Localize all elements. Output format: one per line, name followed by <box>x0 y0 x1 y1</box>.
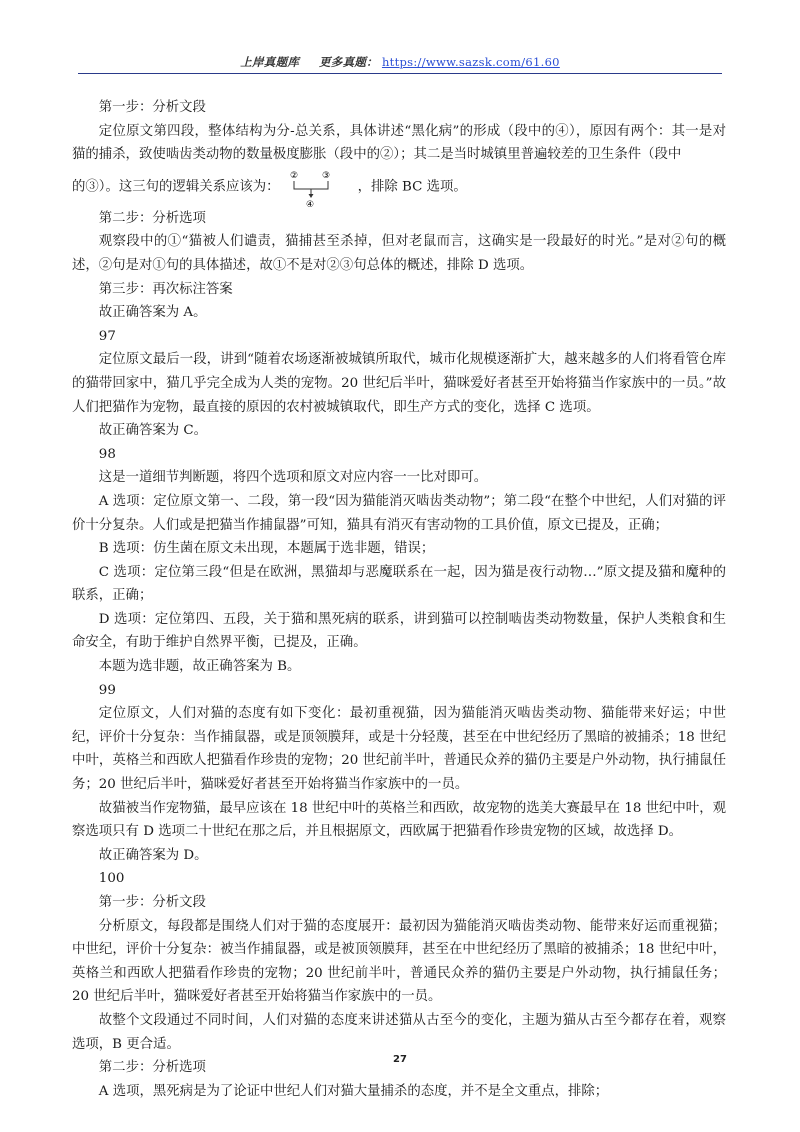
header-link[interactable]: https://www.sazsk.com/61.60 <box>381 55 560 69</box>
option-analysis: C 选项：定位第三段“但是在欧洲，黑猫却与恶魔联系在一起，因为猫是夜行动物…”原文提及猫和魔种的联系，正确； <box>72 564 726 604</box>
diagram-arrowhead <box>308 194 313 198</box>
diagram-label-2: ② <box>289 170 298 181</box>
question-number: 99 <box>98 682 116 698</box>
header-more-label: 更多真题： <box>318 55 378 69</box>
diagram-label-4: ④ <box>305 199 314 207</box>
answer-line: 故正确答案为 C。 <box>98 423 208 439</box>
question-number: 98 <box>98 446 116 462</box>
paragraph: 故整个文段通过不同时间，人们对猫的态度来讲述猫从古至今的变化，主题为猫从古至今都存在着，观察选项，B 更合适。 <box>72 1012 726 1052</box>
step-heading: 第一步：分析文段 <box>98 100 206 115</box>
question-number: 97 <box>98 328 116 344</box>
paragraph: 观察段中的①“猫被人们谴责，猫捕甚至杀掉，但对老鼠而言，这确实是一段最好的时光。”是对②句的概述，②句是对①句的具体描述，故①不是对②③句总体的概述，排除 D 选项。 <box>72 234 726 273</box>
paragraph: 故猫被当作宠物猫，最早应该在 18 世纪中叶的英格兰和西欧，故宠物的选美大赛最早在 18 世纪中叶，观察选项只有 D 选项二十世纪在那之后，并且根据原文，西欧属于把猫看作珍贵宠物的区域，故选择 D。 <box>72 800 726 840</box>
paragraph-text: 定位原文第四段，整体结构为分-总关系，具体讲述“黑化病”的形成（段中的④），原因有两个：其一是对猫的捕杀，致使啮齿类动物的数量极度膨胀（段中的②）；其二是当时城镇里普遍较差的卫生条件（段中 <box>72 123 726 163</box>
step-heading: 第二步：分析选项 <box>98 1060 206 1076</box>
option-analysis: A 选项，黑死病是为了论证中世纪人们对猫大量捕杀的态度，并不是全文重点，排除； <box>98 1083 609 1099</box>
header-divider <box>78 73 722 74</box>
answer-line: 本题为选非题，故正确答案为 B。 <box>98 659 301 675</box>
step-heading: 第二步：分析选项 <box>98 210 206 226</box>
paragraph <box>72 120 726 167</box>
page-number: 27 <box>393 1054 407 1065</box>
paragraph: 定位原文，人们对猫的态度有如下变化：最初重视猫，因为猫能消灭啮齿类动物、猫能带来好运；中世纪，评价十分复杂：当作捕鼠器，或是顶领膜拜，或是十分轻蔑，甚至在中世纪经历了黑暗的被捕杀；18 世纪中叶，英格兰和西欧人把猫看作珍贵的宠物；20 世纪前半叶，普通民众养的猫仍主要是户外动物，执行捕鼠任务；20 世纪后半叶，猫咪爱好者甚至开始将猫当作家族中的一员。 <box>72 706 726 793</box>
document-body <box>72 96 726 1103</box>
step-heading: 第三步：再次标注答案 <box>98 281 233 297</box>
answer-line: 故正确答案为 A。 <box>98 305 207 321</box>
paragraph-text: ，排除 BC 选项。 <box>357 179 467 195</box>
paragraph-with-diagram <box>72 167 726 207</box>
paragraph: 分析原文，每段都是围绕人们对于猫的态度展开：最初因为猫能消灭啮齿类动物、能带来好运而重视猫；中世纪，评价十分复杂：被当作捕鼠器，或是被顶领膜拜，甚至在中世纪经历了黑暗的被捕杀；18 世纪中叶，英格兰和西欧人把猫看作珍贵的宠物；20 世纪前半叶，普通民众养的猫仍主要是户外动物，执行捕鼠任务；20 世纪后半叶，猫咪爱好者甚至开始将猫当作家族中的一员。 <box>72 918 726 1005</box>
option-analysis: A 选项：定位原文第一、二段，第一段“因为猫能消灭啮齿类动物”；第二段“在整个中世纪，人们对猫的评价十分复杂。人们或是把猫当作捕鼠器”可知，猫具有消灭有害动物的工具价值，原文已提及，正确； <box>72 493 726 533</box>
paragraph-text: 的③）。这三句的逻辑关系应该为： <box>72 179 280 195</box>
logic-diagram <box>284 167 342 207</box>
step-heading: 第一步：分析文段 <box>98 895 206 910</box>
option-analysis: B 选项：仿生菌在原文未出现，本题属于选非题，错误； <box>98 541 435 557</box>
paragraph: 这是一道细节判断题，将四个选项和原文对应内容一一比对即可。 <box>98 470 488 486</box>
diagram-bracket <box>294 181 328 189</box>
header-brand: 上岸真题库 <box>240 55 300 69</box>
answer-line: 故正确答案为 D。 <box>98 847 208 863</box>
option-analysis: D 选项：定位第四、五段，关于猫和黑死病的联系，讲到猫可以控制啮齿类动物数量，保护人类粮食和生命安全，有助于维护自然界平衡，已提及，正确。 <box>72 611 726 651</box>
paragraph: 定位原文最后一段，讲到“随着农场逐渐被城镇所取代，城市化规模逐渐扩大，越来越多的人们将看管仓库的猫带回家中，猫几乎完全成为人类的宠物。20 世纪后半叶，猫咪爱好者甚至开始将猫当作家族中的一员。”故人们把猫作为宠物，最直接的原因的农村被城镇取代，即生产方式的变化，选择 C 选项。 <box>72 352 726 415</box>
question-number: 100 <box>98 871 125 887</box>
diagram-label-3: ③ <box>321 170 330 181</box>
page-header <box>0 54 800 70</box>
